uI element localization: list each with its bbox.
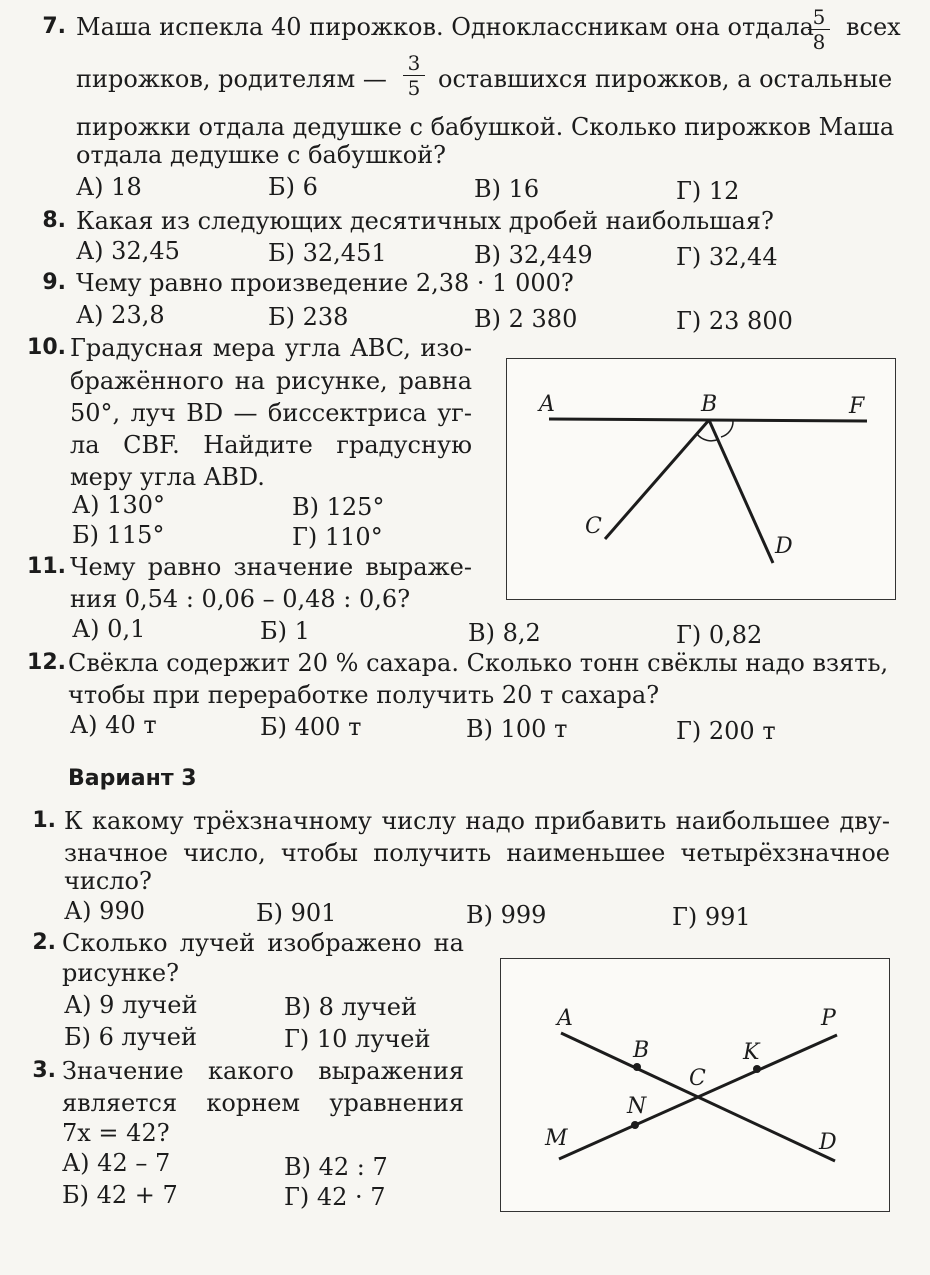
problem-text: пирожков, родителям — bbox=[76, 65, 387, 93]
point-label-n: N bbox=[627, 1094, 647, 1119]
point-label-d: D bbox=[819, 1130, 837, 1155]
problem-text: К какому трёхзначному числу надо прибавить наибольшее дву- bbox=[64, 807, 890, 835]
point-label-c: C bbox=[689, 1066, 706, 1091]
rays-diagram bbox=[501, 959, 889, 1211]
fraction-denominator: 8 bbox=[812, 30, 826, 54]
answer-option[interactable]: Г) 32,44 bbox=[676, 243, 778, 271]
point-label-b: B bbox=[633, 1038, 650, 1063]
problem-text: число? bbox=[64, 867, 152, 895]
section-heading: Вариант 3 bbox=[68, 766, 197, 791]
answer-option[interactable]: Б) 115° bbox=[72, 521, 165, 549]
answer-option[interactable]: Б) 32,451 bbox=[268, 239, 387, 267]
answer-option[interactable]: В) 8,2 bbox=[468, 619, 541, 647]
rays-figure bbox=[500, 958, 890, 1212]
problem-text: Чему равно значение выраже- bbox=[70, 553, 472, 581]
fraction-numerator: 3 bbox=[407, 51, 421, 75]
point-label-d: D bbox=[775, 534, 793, 559]
problem-number: 10. bbox=[27, 335, 66, 360]
fraction bbox=[403, 52, 425, 99]
problem-text: Маша испекла 40 пирожков. Одноклассникам она отдала bbox=[76, 13, 814, 41]
answer-option[interactable]: Г) 42 · 7 bbox=[284, 1183, 386, 1211]
problem-text: меру угла ABD. bbox=[70, 463, 265, 491]
answer-option[interactable]: А) 130° bbox=[72, 491, 165, 519]
problem-number: 7. bbox=[42, 14, 66, 39]
answer-option[interactable]: Б) 901 bbox=[256, 899, 337, 927]
problem-number: 2. bbox=[32, 930, 56, 955]
ray-bd bbox=[709, 420, 773, 563]
point-label-m: M bbox=[545, 1126, 568, 1151]
problem-text: пирожки отдала дедушке с бабушкой. Сколько пирожков Маша bbox=[76, 113, 895, 141]
problem-number: 3. bbox=[32, 1058, 56, 1083]
answer-option[interactable]: Б) 1 bbox=[260, 617, 310, 645]
answer-option[interactable]: В) 100 т bbox=[466, 715, 568, 743]
answer-option[interactable]: Г) 0,82 bbox=[676, 621, 763, 649]
problem-text: является корнем уравнения bbox=[62, 1089, 464, 1117]
problem-text: значное число, чтобы получить наименьшее четырёхзначное bbox=[64, 839, 890, 867]
point-label-a: A bbox=[557, 1006, 573, 1031]
answer-option[interactable]: А) 42 – 7 bbox=[62, 1149, 171, 1177]
answer-option[interactable]: Г) 23 800 bbox=[676, 307, 793, 335]
fraction-denominator: 5 bbox=[407, 76, 421, 100]
angle-arc bbox=[721, 421, 733, 437]
point-label-c: C bbox=[585, 514, 602, 539]
answer-option[interactable]: В) 2 380 bbox=[474, 305, 578, 333]
point-label-k: K bbox=[743, 1040, 760, 1065]
problem-text: чтобы при переработке получить 20 т сахара? bbox=[68, 681, 660, 709]
answer-option[interactable]: Б) 400 т bbox=[260, 713, 362, 741]
problem-number: 8. bbox=[42, 208, 66, 233]
problem-text: бражённого на рисунке, равна bbox=[70, 367, 472, 395]
answer-option[interactable]: В) 999 bbox=[466, 901, 547, 929]
problem-text: Градусная мера угла ABC, изо- bbox=[70, 334, 472, 362]
point-label-b: B bbox=[701, 392, 718, 417]
line-mp bbox=[559, 1035, 837, 1159]
problem-text: Сколько лучей изображено на bbox=[62, 929, 464, 957]
answer-option[interactable]: Б) 238 bbox=[268, 303, 349, 331]
answer-option[interactable]: А) 990 bbox=[64, 897, 145, 925]
angle-figure bbox=[506, 358, 896, 600]
problem-text: рисунке? bbox=[62, 959, 179, 987]
answer-option[interactable]: В) 42 : 7 bbox=[284, 1153, 388, 1181]
angle-diagram bbox=[507, 359, 895, 599]
answer-option[interactable]: В) 8 лучей bbox=[284, 993, 417, 1021]
answer-option[interactable]: Г) 200 т bbox=[676, 717, 776, 745]
problem-text: Чему равно произведение 2,38 · 1 000? bbox=[76, 269, 574, 297]
point-label-p: P bbox=[821, 1006, 836, 1031]
problem-text: всех bbox=[846, 13, 901, 41]
answer-option[interactable]: А) 0,1 bbox=[72, 615, 146, 643]
point-label-f: F bbox=[849, 394, 865, 419]
answer-option[interactable]: Б) 6 лучей bbox=[64, 1023, 197, 1051]
answer-option[interactable]: А) 40 т bbox=[70, 711, 157, 739]
problem-number: 11. bbox=[27, 554, 66, 579]
problem-text: Какая из следующих десятичных дробей наибольшая? bbox=[76, 207, 774, 235]
answer-option[interactable]: В) 32,449 bbox=[474, 241, 593, 269]
problem-number: 1. bbox=[32, 808, 56, 833]
fraction-numerator: 5 bbox=[812, 5, 826, 29]
ray-bc bbox=[605, 420, 709, 539]
problem-text: 50°, луч BD — биссектриса уг- bbox=[70, 399, 472, 427]
problem-text: Значение какого выражения bbox=[62, 1057, 464, 1085]
point-n bbox=[631, 1121, 639, 1129]
answer-option[interactable]: Б) 6 bbox=[268, 173, 318, 201]
problem-text: ла CBF. Найдите градусную bbox=[70, 431, 472, 459]
point-k bbox=[753, 1065, 761, 1073]
problem-text: ния 0,54 : 0,06 – 0,48 : 0,6? bbox=[70, 585, 411, 613]
problem-text: отдала дедушке с бабушкой? bbox=[76, 141, 447, 169]
answer-option[interactable]: Г) 10 лучей bbox=[284, 1025, 431, 1053]
problem-text: Свёкла содержит 20 % сахара. Сколько тонн свёклы надо взять, bbox=[68, 649, 889, 677]
answer-option[interactable]: А) 23,8 bbox=[76, 301, 165, 329]
answer-option[interactable]: А) 9 лучей bbox=[64, 991, 198, 1019]
problem-number: 12. bbox=[27, 650, 66, 675]
answer-option[interactable]: Г) 12 bbox=[676, 177, 740, 205]
point-label-a: A bbox=[539, 392, 555, 417]
problem-number: 9. bbox=[42, 270, 66, 295]
point-b bbox=[633, 1063, 641, 1071]
problem-text: 7x = 42? bbox=[62, 1119, 170, 1147]
fraction bbox=[808, 6, 830, 53]
problem-text: оставшихся пирожков, а остальные bbox=[438, 65, 893, 93]
answer-option[interactable]: А) 18 bbox=[76, 173, 142, 201]
answer-option[interactable]: Г) 991 bbox=[672, 903, 751, 931]
answer-option[interactable]: А) 32,45 bbox=[76, 237, 180, 265]
answer-option[interactable]: В) 16 bbox=[474, 175, 540, 203]
answer-option[interactable]: Б) 42 + 7 bbox=[62, 1181, 178, 1209]
answer-option[interactable]: Г) 110° bbox=[292, 523, 383, 551]
answer-option[interactable]: В) 125° bbox=[292, 493, 385, 521]
